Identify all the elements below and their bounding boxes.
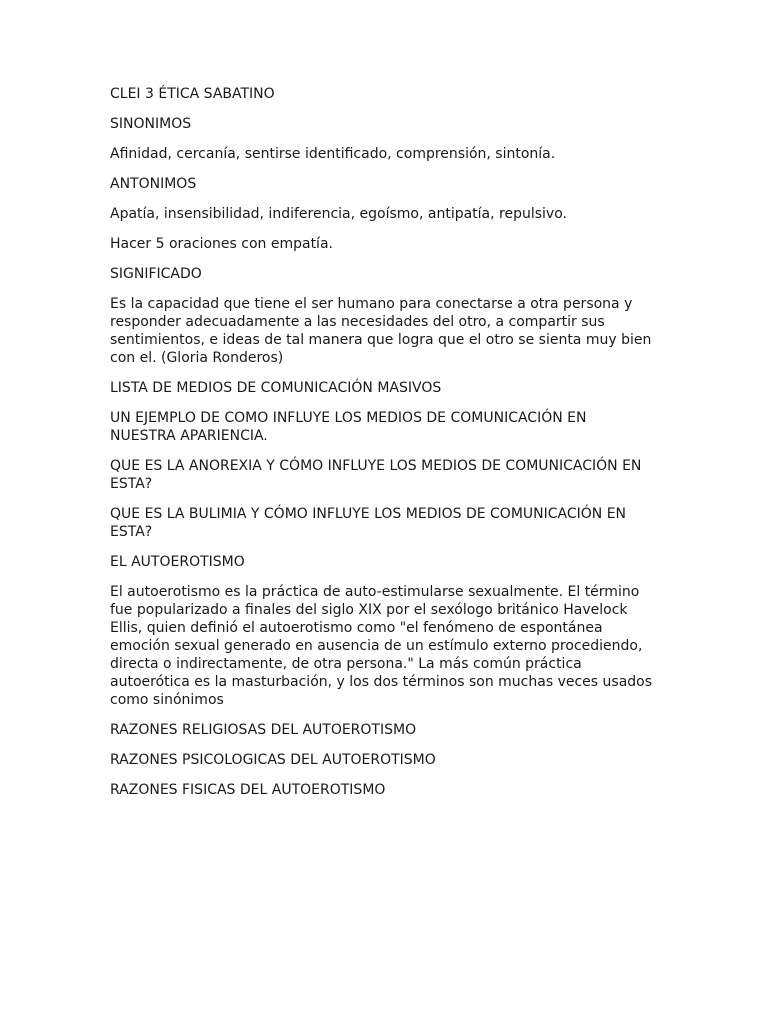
heading-significado: SIGNIFICADO <box>110 266 202 282</box>
document-title: CLEI 3 ÉTICA SABATINO <box>110 86 275 102</box>
heading-physical-reasons: RAZONES FISICAS DEL AUTOEROTISMO <box>110 782 386 798</box>
heading-sinonimos: SINONIMOS <box>110 116 192 132</box>
antonyms-text: Apatía, insensibilidad, indiferencia, egoísmo, antipatía, repulsivo. <box>110 206 567 222</box>
synonyms-text: Afinidad, cercanía, sentirse identificado, comprensión, sintonía. <box>110 146 556 162</box>
heading-antonimos: ANTONIMOS <box>110 176 197 192</box>
document-body <box>110 85 655 811</box>
heading-religious-reasons: RAZONES RELIGIOSAS DEL AUTOEROTISMO <box>110 722 417 738</box>
autoerotismo-text: El autoerotismo es la práctica de auto-estimularse sexualmente. El término fue popularizado a finales del siglo XIX por el sexólogo británico Havelock Ellis, quien definió el autoerotismo como "el fenómeno de espontánea emoción sexual generado en ausencia de un estímulo externo procediendo, directa o indirectamente, de otra persona." La más común práctica autoerótica es la masturbación, y los dos términos son muchas veces usados como sinónimos <box>110 584 653 708</box>
heading-psychological-reasons: RAZONES PSICOLOGICAS DEL AUTOEROTISMO <box>110 752 436 768</box>
task-sentences: Hacer 5 oraciones con empatía. <box>110 236 333 252</box>
heading-bulimia: QUE ES LA BULIMIA Y CÓMO INFLUYE LOS MEDIOS DE COMUNICACIÓN EN ESTA? <box>110 506 627 540</box>
heading-autoerotismo: EL AUTOEROTISMO <box>110 554 245 570</box>
heading-media-list: LISTA DE MEDIOS DE COMUNICACIÓN MASIVOS <box>110 380 442 396</box>
heading-anorexia: QUE ES LA ANOREXIA Y CÓMO INFLUYE LOS MEDIOS DE COMUNICACIÓN EN ESTA? <box>110 458 642 492</box>
heading-media-appearance: UN EJEMPLO DE COMO INFLUYE LOS MEDIOS DE COMUNICACIÓN EN NUESTRA APARIENCIA. <box>110 410 587 444</box>
meaning-text: Es la capacidad que tiene el ser humano para conectarse a otra persona y responder adecuadamente a las necesidades del otro, a compartir sus sentimientos, e ideas de tal manera que logra que el otro se sienta muy bien con el. (Gloria Ronderos) <box>110 296 652 366</box>
